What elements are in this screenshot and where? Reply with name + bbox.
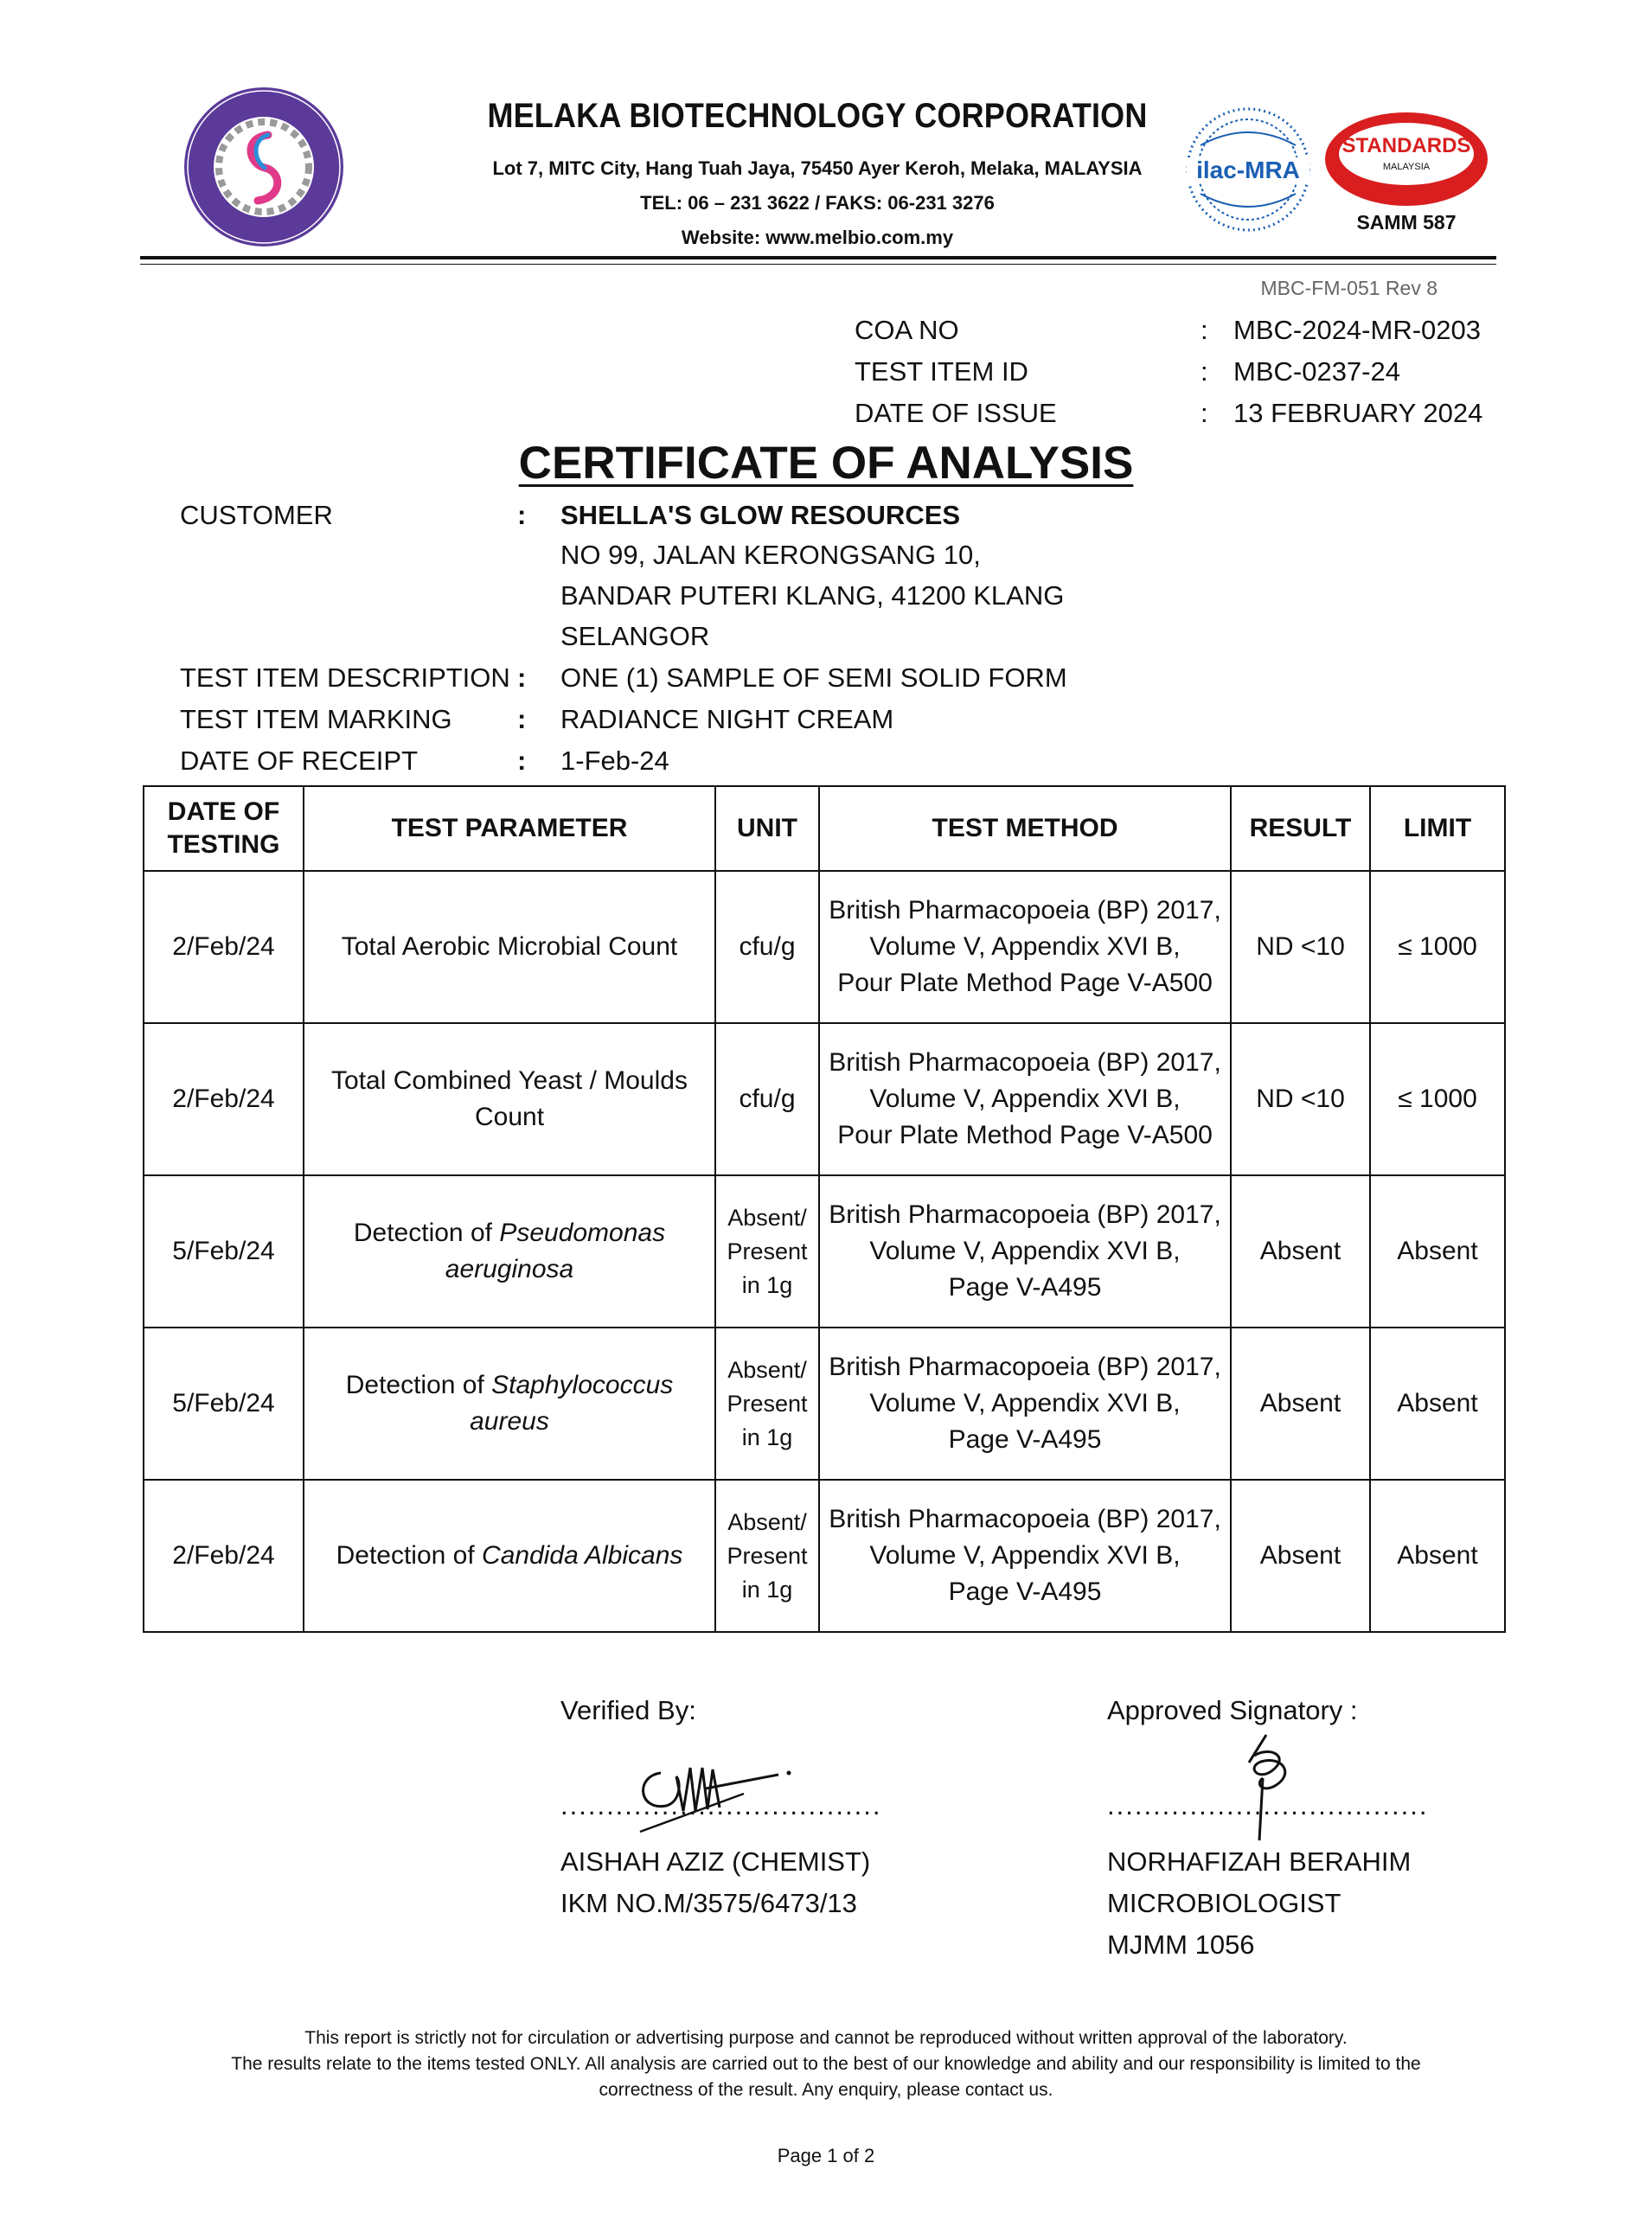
parameter-cell: Total Aerobic Microbial Count <box>304 871 715 1023</box>
date-of-receipt-label: DATE OF RECEIPT <box>180 745 419 776</box>
limit-cell: Absent <box>1370 1175 1505 1328</box>
unit-cell: cfu/g <box>715 871 819 1023</box>
limit-cell: Absent <box>1370 1328 1505 1480</box>
approved-signatory-heading: Approved Signatory : <box>1107 1695 1358 1725</box>
form-reference: MBC-FM-051 Rev 8 <box>1260 277 1437 299</box>
parameter-cell: Detection of Candida Albicans <box>304 1480 715 1632</box>
item-marking-label: TEST ITEM MARKING <box>180 704 452 734</box>
samm-number: SAMM 587 <box>1356 211 1457 234</box>
test-item-id-colon: : <box>1201 356 1208 387</box>
parameter-cell: Detection of Pseudomonas aeruginosa <box>304 1175 715 1328</box>
approver-registration: MJMM 1056 <box>1107 1929 1255 1960</box>
header-date-of-testing: DATE OF TESTING <box>144 786 304 871</box>
customer-address-line-1: NO 99, JALAN KERONGSANG 10, <box>560 540 981 570</box>
approver-name: NORHAFIZAH BERAHIM <box>1107 1846 1412 1877</box>
customer-name: SHELLA'S GLOW RESOURCES <box>560 500 961 530</box>
date-of-receipt-value: 1-Feb-24 <box>560 745 669 776</box>
header-test-parameter: TEST PARAMETER <box>304 786 715 871</box>
organization-address: Lot 7, MITC City, Hang Tuah Jaya, 75450 Ayer Keroh, Melaka, MALAYSIA <box>492 157 1143 179</box>
header-rule-thin <box>140 264 1496 265</box>
item-marking-value: RADIANCE NIGHT CREAM <box>560 704 894 734</box>
logo-ring-text: MELAKA BIOTECHNOLOGY CORPORATION <box>182 74 437 87</box>
header-result: RESULT <box>1231 786 1370 871</box>
coa-no-label: COA NO <box>855 315 959 345</box>
page-number: Page 1 of 2 <box>777 2145 875 2166</box>
result-cell: Absent <box>1231 1480 1370 1632</box>
disclaimer-line-2: The results relate to the items tested ONLY. All analysis are carried out to the best of our knowledge and ability and our responsibility is limited to the <box>231 2054 1421 2074</box>
organization-tel-fax: TEL: 06 – 231 3622 / FAKS: 06-231 3276 <box>640 192 995 214</box>
organization-website: Website: www.melbio.com.my <box>681 227 954 248</box>
item-description-label: TEST ITEM DESCRIPTION <box>180 662 510 693</box>
approver-role: MICROBIOLOGIST <box>1107 1888 1341 1918</box>
disclaimer-line-3: correctness of the result. Any enquiry, please contact us. <box>599 2080 1053 2100</box>
table-row <box>144 871 1505 1023</box>
standards-logo-text: STANDARDS <box>1341 134 1471 157</box>
unit-cell: Absent/ Present in 1g <box>715 1480 819 1632</box>
header-limit: LIMIT <box>1370 786 1505 871</box>
unit-cell: cfu/g <box>715 1023 819 1175</box>
date-cell: 5/Feb/24 <box>144 1328 304 1480</box>
verifier-name: AISHAH AZIZ (CHEMIST) <box>560 1846 871 1877</box>
header-unit: UNIT <box>715 786 819 871</box>
document-title: CERTIFICATE OF ANALYSIS <box>518 438 1134 489</box>
date-cell: 2/Feb/24 <box>144 1480 304 1632</box>
header-test-method: TEST METHOD <box>819 786 1231 871</box>
unit-cell: Absent/ Present in 1g <box>715 1175 819 1328</box>
ilac-mra-logo <box>1183 102 1313 237</box>
method-cell: British Pharmacopoeia (BP) 2017, Volume V, Appendix XVI B, Page V-A495 <box>819 1175 1231 1328</box>
method-cell: British Pharmacopoeia (BP) 2017, Volume V, Appendix XVI B, Pour Plate Method Page V-A500 <box>819 871 1231 1023</box>
result-cell: ND <10 <box>1231 871 1370 1023</box>
organization-name: MELAKA BIOTECHNOLOGY CORPORATION <box>487 97 1148 135</box>
parameter-cell: Detection of Staphylococcus aureus <box>304 1328 715 1480</box>
item-description-colon: : <box>517 662 527 693</box>
limit-cell: Absent <box>1370 1480 1505 1632</box>
date-of-issue-label: DATE OF ISSUE <box>855 398 1057 428</box>
table-row <box>144 1328 1505 1480</box>
table-row <box>144 1175 1505 1328</box>
result-cell: Absent <box>1231 1328 1370 1480</box>
verified-by-heading: Verified By: <box>560 1695 696 1725</box>
unit-cell: Absent/ Present in 1g <box>715 1328 819 1480</box>
results-table <box>143 785 1506 1633</box>
customer-label: CUSTOMER <box>180 500 333 530</box>
header-rule <box>140 256 1496 259</box>
table-header-row <box>144 786 1505 871</box>
date-of-receipt-colon: : <box>517 745 527 776</box>
result-cell: Absent <box>1231 1175 1370 1328</box>
coa-no-value: MBC-2024-MR-0203 <box>1233 315 1481 345</box>
customer-address-line-2: BANDAR PUTERI KLANG, 41200 KLANG <box>560 580 1065 611</box>
customer-address-line-3: SELANGOR <box>560 621 710 651</box>
limit-cell: ≤ 1000 <box>1370 1023 1505 1175</box>
table-row <box>144 1023 1505 1175</box>
approved-signature-line: ................................... <box>1107 1790 1429 1820</box>
date-cell: 2/Feb/24 <box>144 1023 304 1175</box>
date-of-issue-value: 13 FEBRUARY 2024 <box>1233 398 1483 428</box>
standards-logo-arc-text: ACCREDITED <box>1322 99 1422 112</box>
coa-no-colon: : <box>1201 315 1208 345</box>
result-cell: ND <10 <box>1231 1023 1370 1175</box>
date-of-issue-colon: : <box>1201 398 1208 428</box>
disclaimer-line-1: This report is strictly not for circulation or advertising purpose and cannot be reproduced without written approval of the laboratory. <box>304 2028 1348 2048</box>
test-item-id-label: TEST ITEM ID <box>855 356 1028 387</box>
item-description-value: ONE (1) SAMPLE OF SEMI SOLID FORM <box>560 662 1067 693</box>
ilac-mra-text: ilac-MRA <box>1196 157 1300 183</box>
standards-logo-subtext: MALAYSIA <box>1382 162 1431 172</box>
method-cell: British Pharmacopoeia (BP) 2017, Volume V, Appendix XVI B, Pour Plate Method Page V-A500 <box>819 1023 1231 1175</box>
date-cell: 5/Feb/24 <box>144 1175 304 1328</box>
verifier-registration: IKM NO.M/3575/6473/13 <box>560 1888 857 1918</box>
table-row <box>144 1480 1505 1632</box>
customer-colon: : <box>517 500 527 530</box>
item-marking-colon: : <box>517 704 527 734</box>
limit-cell: ≤ 1000 <box>1370 871 1505 1023</box>
parameter-cell: Total Combined Yeast / Moulds Count <box>304 1023 715 1175</box>
method-cell: British Pharmacopoeia (BP) 2017, Volume V, Appendix XVI B, Page V-A495 <box>819 1328 1231 1480</box>
date-cell: 2/Feb/24 <box>144 871 304 1023</box>
test-item-id-value: MBC-0237-24 <box>1233 356 1400 387</box>
standards-malaysia-logo <box>1322 99 1491 209</box>
verified-signature-line: ................................... <box>560 1790 882 1820</box>
approver-signature <box>1211 1730 1315 1842</box>
method-cell: British Pharmacopoeia (BP) 2017, Volume V, Appendix XVI B, Page V-A495 <box>819 1480 1231 1632</box>
